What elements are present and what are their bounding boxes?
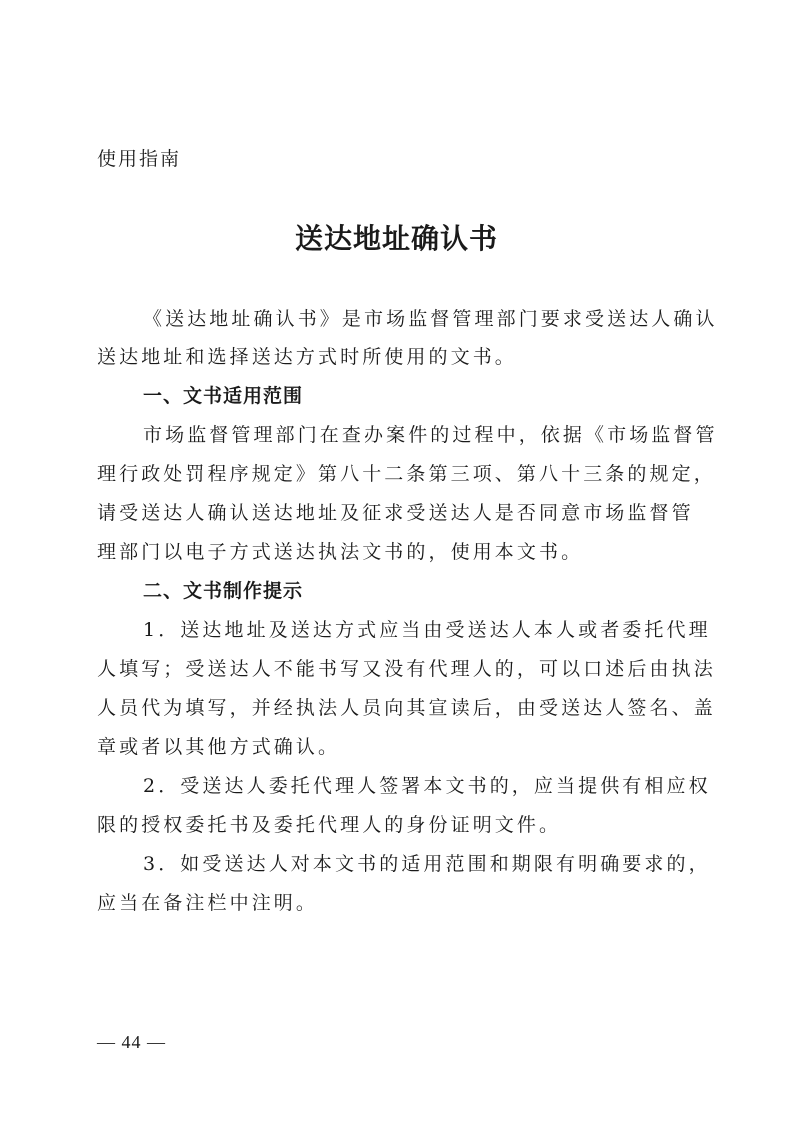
tip1-line-3: 人员代为填写，并经执法人员向其宣读后，由受送达人签名、盖 (97, 697, 716, 719)
tip2-line-1: 2．受送达人委托代理人签署本文书的，应当提供有相应权 (143, 775, 711, 797)
intro-line-2: 送达地址和选择送达方式时所使用的文书。 (97, 346, 517, 368)
section-heading-scope: 一、文书适用范围 (143, 385, 304, 407)
section1-line-1: 市场监督管理部门在查办案件的过程中，依据《市场监督管 (143, 424, 718, 446)
section1-line-2: 理行政处罚程序规定》第八十二条第三项、第八十三条的规定， (97, 463, 716, 485)
tip1-line-4: 章或者以其他方式确认。 (97, 736, 341, 758)
tip1-line-2: 人填写；受送达人不能书写又没有代理人的，可以口述后由执法 (97, 658, 716, 680)
section-heading-tips: 二、文书制作提示 (143, 580, 304, 602)
document-title: 送达地址确认书 (294, 222, 498, 255)
tip3-line-2: 应当在备注栏中注明。 (97, 892, 319, 914)
intro-line-1: 《送达地址确认书》是市场监督管理部门要求受送达人确认 (143, 308, 718, 330)
tip1-line-1: 1．送达地址及送达方式应当由受送达人本人或者委托代理 (143, 619, 711, 641)
tip3-line-1: 3．如受送达人对本文书的适用范围和期限有明确要求的， (143, 853, 711, 875)
section1-line-3: 请受送达人确认送达地址及征求受送达人是否同意市场监督管 (97, 502, 694, 524)
header-label: 使用指南 (97, 148, 182, 170)
page-number: — 44 — (97, 1032, 166, 1052)
section1-line-4: 理部门以电子方式送达执法文书的，使用本文书。 (97, 541, 584, 563)
tip2-line-2: 限的授权委托书及委托代理人的身份证明文件。 (97, 814, 562, 836)
